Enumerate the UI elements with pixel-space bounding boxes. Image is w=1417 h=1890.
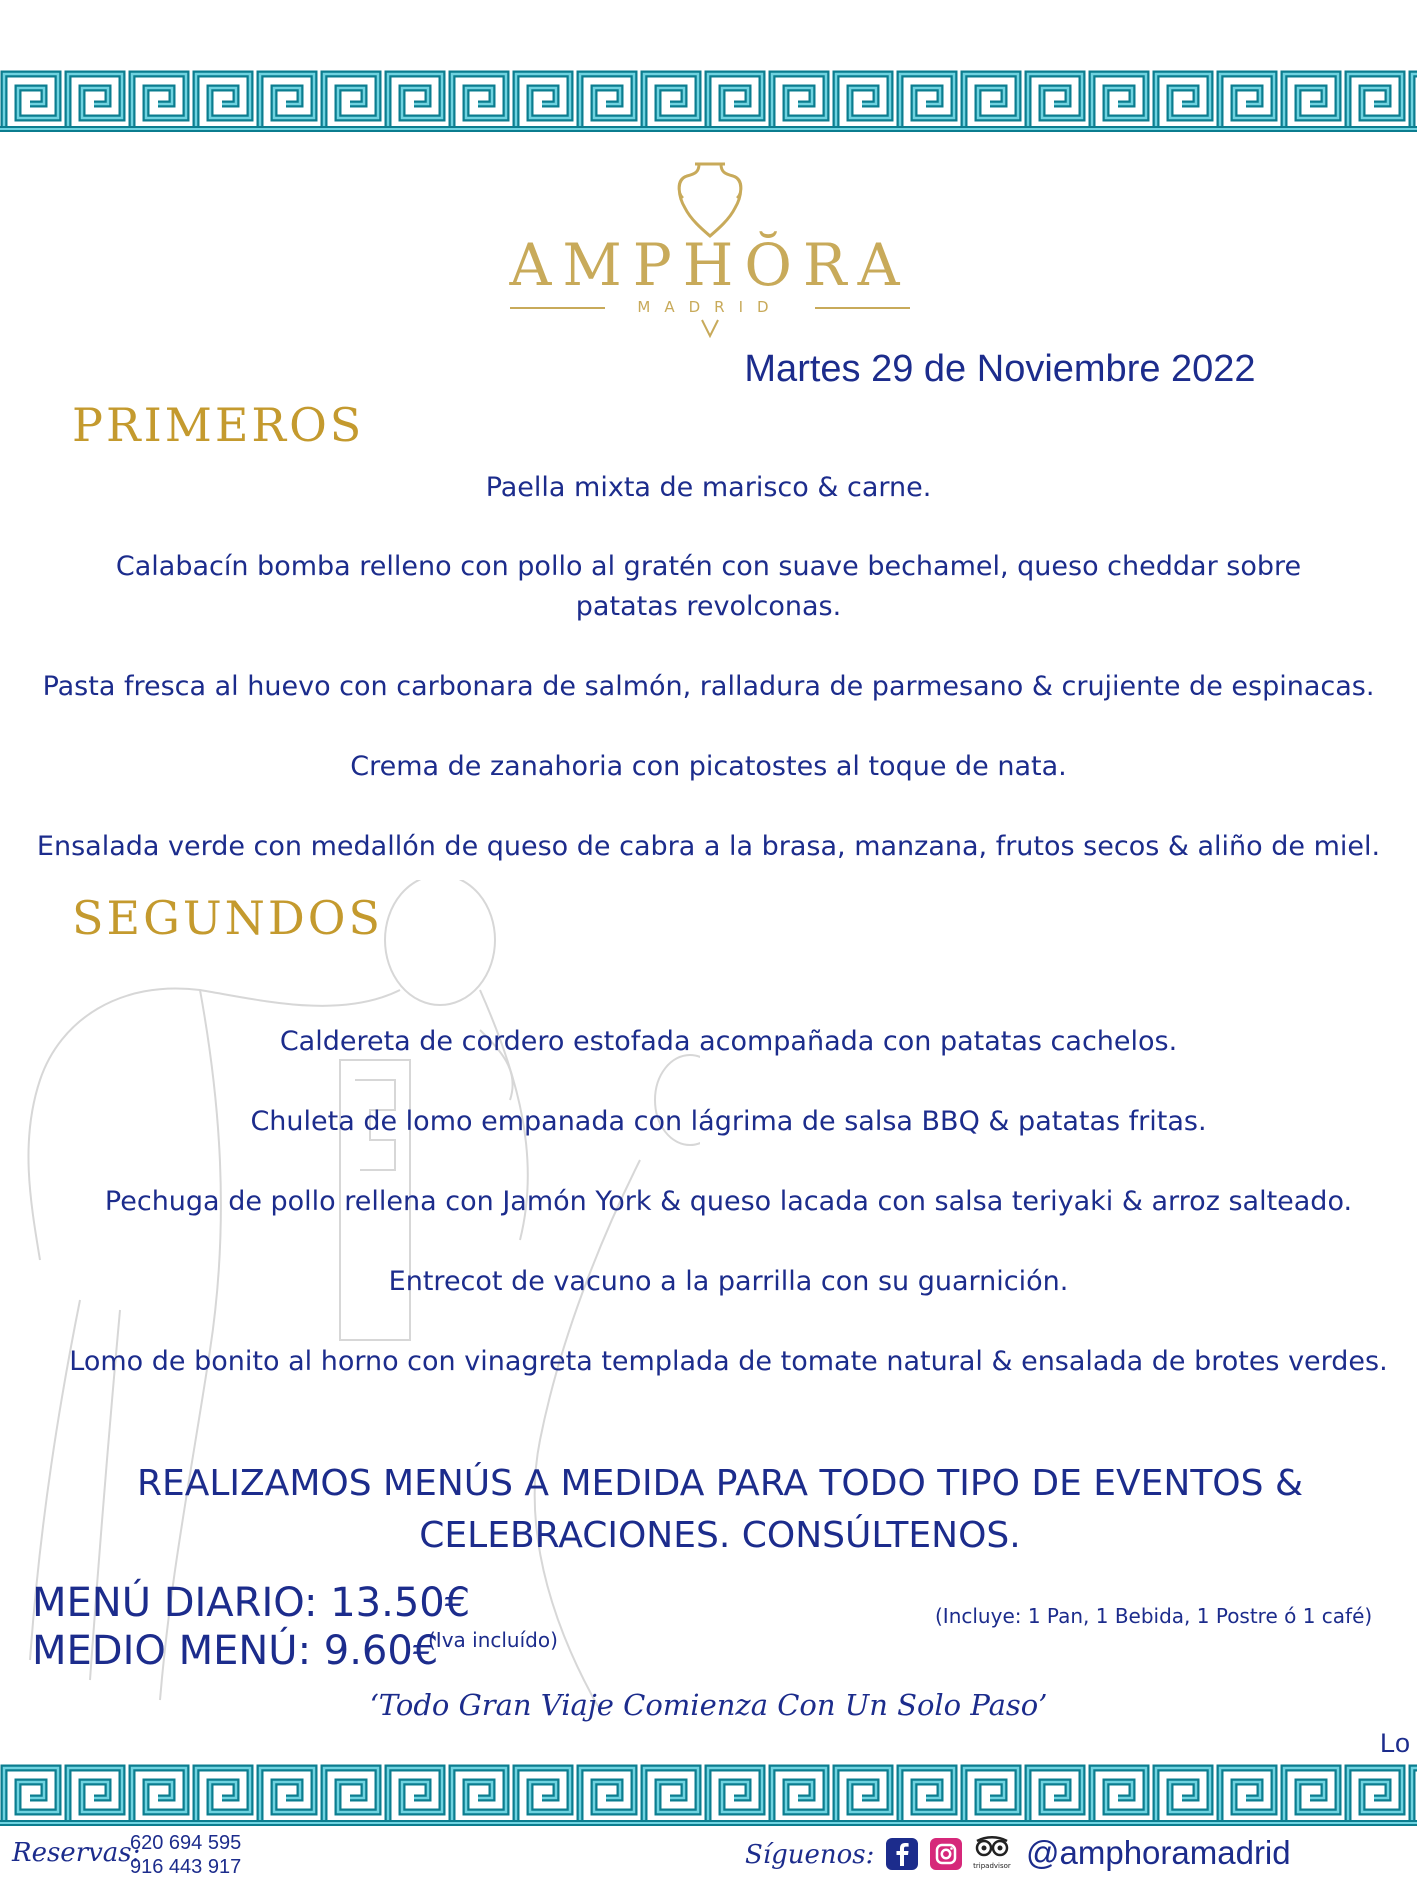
price-medio-menu: MEDIO MENÚ: 9.60€ [32, 1628, 439, 1674]
dish-segundo-1: Caldereta de cordero estofada acompañada con patatas cachelos. [279, 1026, 1178, 1057]
instagram-icon[interactable] [930, 1838, 962, 1870]
brand-sub: MADRID [637, 298, 783, 316]
dish-primero-5: Ensalada verde con medallón de queso de cabra a la brasa, manzana, frutos secos & aliño de miel. [36, 831, 1381, 862]
menu-date: Martes 29 de Noviembre 2022 [744, 348, 1256, 390]
tripadvisor-icon[interactable] [972, 1834, 1012, 1874]
includes-note: (Incluye: 1 Pan, 1 Bebida, 1 Postre ó 1 café) [935, 1604, 1373, 1628]
price-menu-diario: MENÚ DIARIO: 13.50€ [32, 1580, 471, 1626]
phone-2[interactable]: 916 443 917 [130, 1856, 242, 1878]
promo-line-1: REALIZAMOS MENÚS A MEDIDA PARA TODO TIPO DE EVENTOS & [136, 1463, 1304, 1504]
quote: ‘Todo Gran Viaje Comienza Con Un Solo Paso’ [369, 1688, 1048, 1722]
facebook-icon[interactable] [886, 1838, 918, 1870]
dish-segundo-5: Lomo de bonito al horno con vinagreta templada de tomate natural & ensalada de brotes verdes. [69, 1346, 1388, 1377]
dish-primero-3: Pasta fresca al huevo con carbonara de salmón, ralladura de parmesano & crujiente de espinacas. [42, 671, 1375, 702]
top-greek-border [0, 68, 1417, 134]
dish-primero-2a: Calabacín bomba relleno con pollo al gratén con suave bechamel, queso cheddar sobre [115, 551, 1302, 582]
bottom-greek-border [0, 1762, 1417, 1828]
dish-primero-1: Paella mixta de marisco & carne. [485, 472, 932, 503]
promo-line-2: CELEBRACIONES. CONSÚLTENOS. [419, 1515, 1021, 1556]
corner-text: Lo [1380, 1728, 1411, 1758]
reservas-label: Reservas: [12, 1838, 141, 1868]
dish-primero-4: Crema de zanahoria con picatostes al toque de nata. [350, 751, 1067, 782]
phone-1[interactable]: 620 694 595 [130, 1832, 242, 1854]
dish-segundo-4: Entrecot de vacuno a la parrilla con su guarnición. [388, 1266, 1069, 1297]
amphora-vase-icon [665, 158, 755, 238]
section-title-primeros: PRIMEROS [72, 398, 365, 452]
dish-segundo-3: Pechuga de pollo rellena con Jamón York & queso lacada con salsa teriyaki & arroz salteado. [104, 1186, 1353, 1217]
tripadvisor-label: tripadvisor [973, 1862, 1011, 1870]
social-handle[interactable]: @amphoramadrid [1026, 1834, 1291, 1871]
dish-segundo-2: Chuleta de lomo empanada con lágrima de salsa BBQ & patatas fritas. [250, 1106, 1207, 1137]
siguenos-label: Síguenos: [745, 1840, 875, 1870]
section-title-segundos: SEGUNDOS [72, 891, 383, 945]
amphora-logo [505, 158, 915, 338]
brand-name: AMPHŎRA [509, 231, 911, 299]
dish-primero-2b: patatas revolconas. [575, 591, 842, 622]
iva-note: (Iva incluído) [428, 1628, 558, 1652]
